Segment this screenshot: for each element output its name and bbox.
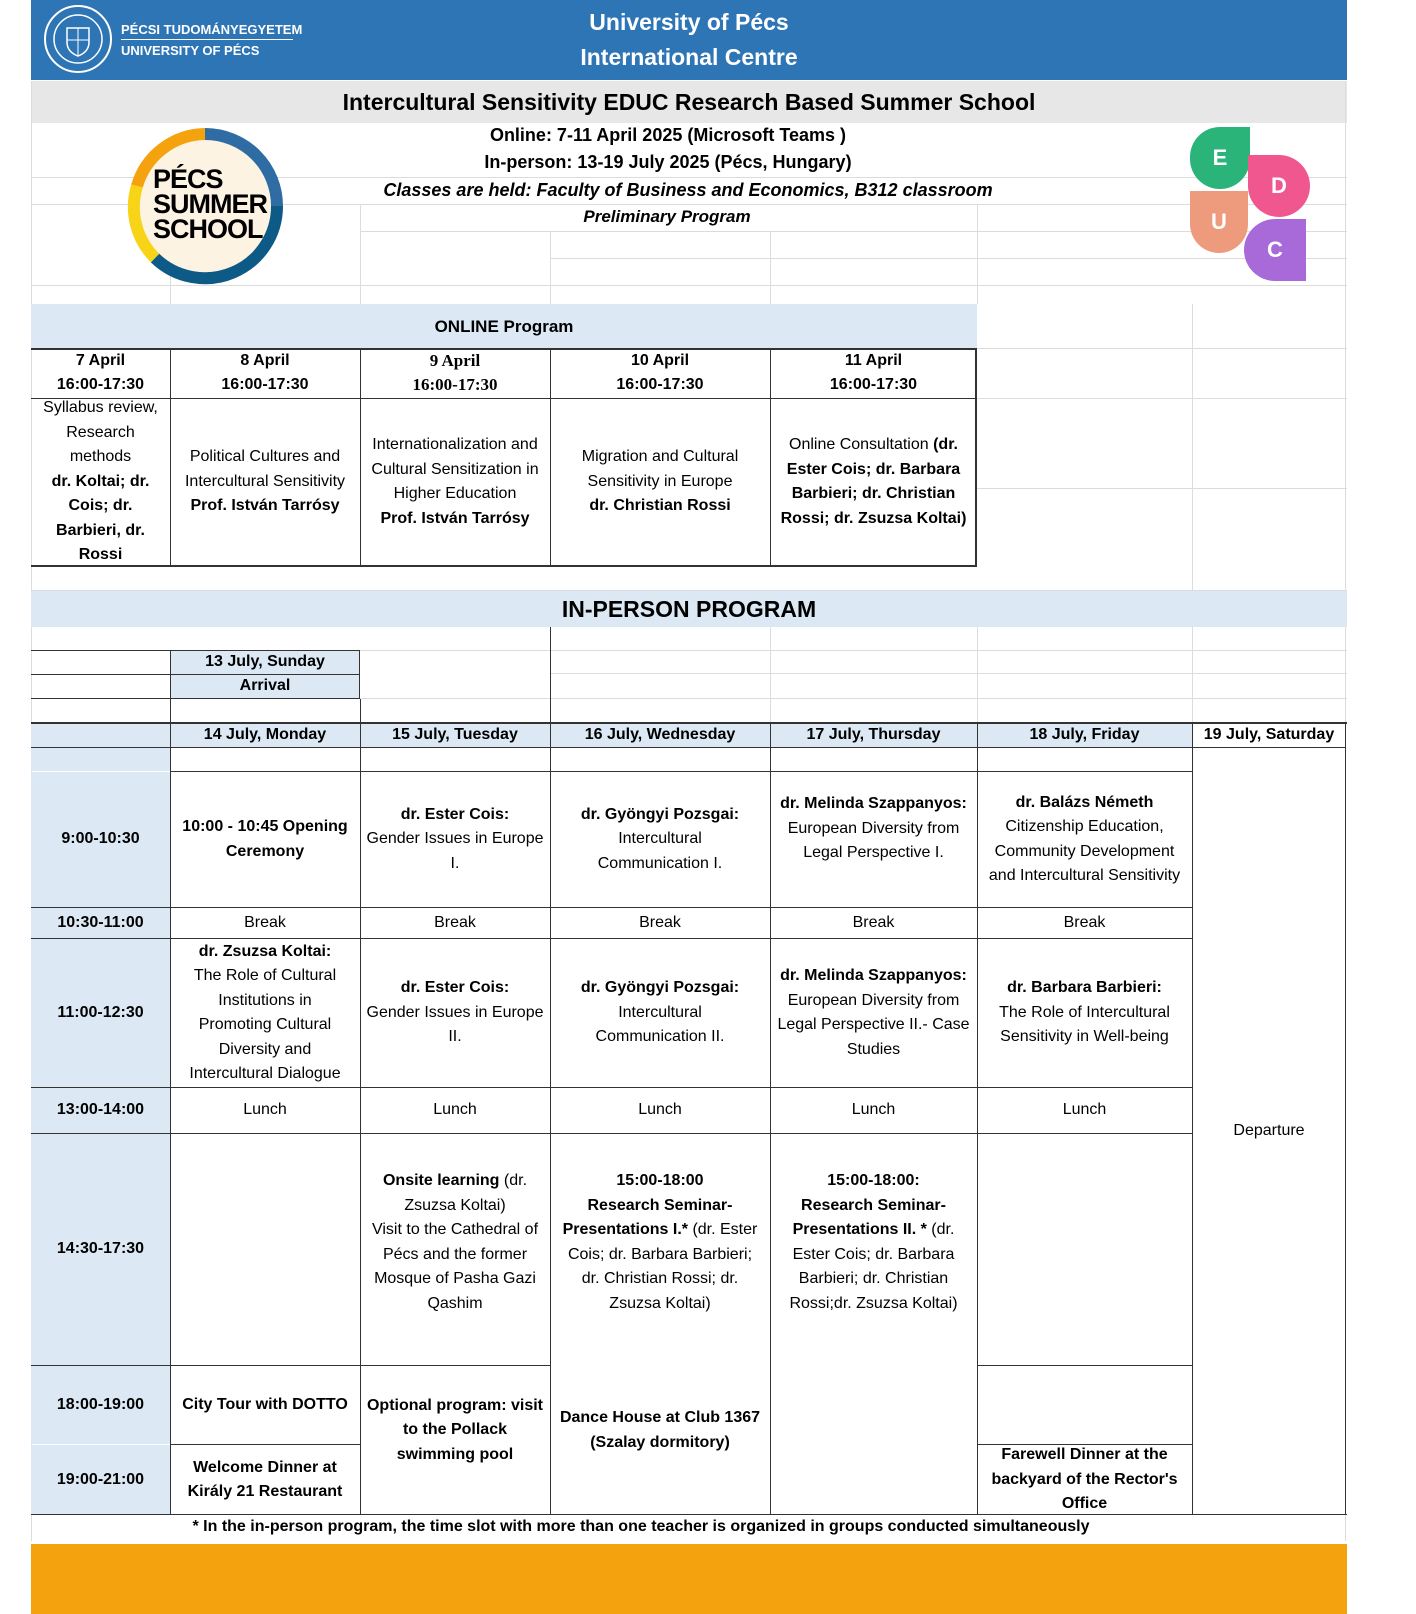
fri-session-2 xyxy=(977,939,1192,1087)
wed-seminar-lead-open: (dr. Ester xyxy=(688,1221,758,1238)
time-spacer xyxy=(31,748,170,771)
footnote: * In the in-person program, the time slot with more than one teacher is organized in groups conducted simultaneously xyxy=(192,1518,1090,1535)
online-day-3-time: 16:00-17:30 xyxy=(412,375,498,394)
fri-session-1 xyxy=(977,772,1192,907)
online-day-5-session xyxy=(770,398,977,566)
mon-lunch: Lunch xyxy=(243,1101,287,1119)
wed-session-1 xyxy=(550,772,770,907)
online-day-4-header xyxy=(550,348,770,398)
educ-logo xyxy=(1188,127,1308,287)
online-day-2-teacher: Prof. István Tarrósy xyxy=(190,497,340,515)
mon-opening-ceremony: 10:00 - 10:45 Opening Ceremony xyxy=(182,818,348,860)
online-day-2-session xyxy=(170,398,360,566)
program-title: Intercultural Sensitivity EDUC Research Based Summer School xyxy=(31,81,1347,123)
online-heading: ONLINE Program xyxy=(31,304,977,348)
wed-s2-topic: Intercultural Communication II. xyxy=(595,1003,725,1046)
online-day-2-header xyxy=(170,348,360,398)
tue-onsite-lead-open: (dr. xyxy=(499,1172,528,1189)
mon-s2-teacher: dr. Zsuzsa Koltai: xyxy=(198,942,332,960)
online-day-1-desc: Syllabus review, Research methods xyxy=(43,399,158,466)
fri-s2-teacher: dr. Barbara Barbieri: xyxy=(1007,979,1162,997)
tue-swimming-pool: Optional program: visit to the Pollack swimming pool xyxy=(366,1396,543,1463)
info-inperson: In-person: 13-19 July 2025 (Pécs, Hungary) xyxy=(484,152,852,172)
tue-s2-topic: Gender Issues in Europe II. xyxy=(366,1003,544,1046)
time-slot-4: 13:00-14:00 xyxy=(31,1088,170,1133)
tue-session-2 xyxy=(360,939,550,1087)
online-day-1-time: 16:00-17:30 xyxy=(56,376,145,393)
tue-s2-teacher: dr. Ester Cois: xyxy=(400,979,510,997)
thu-s2-topic: European Diversity from Legal Perspective II.- Case Studies xyxy=(777,991,970,1058)
online-day-5-header xyxy=(770,348,977,398)
mon-s2-topic: The Role of Cultural Institutions in Promoting Cultural Diversity and Intercultural Dialogue xyxy=(189,967,341,1082)
thu-s1-topic: European Diversity from Legal Perspective I. xyxy=(787,819,960,861)
online-day-1-date: 7 April xyxy=(75,351,126,369)
educ-d: D xyxy=(1248,155,1310,217)
tue-s1-topic: Gender Issues in Europe I. xyxy=(366,830,544,872)
thu-seminar-lead-open: (dr. xyxy=(926,1221,955,1238)
online-day-2-date: 8 April xyxy=(240,351,290,369)
header-title-2: International Centre xyxy=(580,44,798,70)
online-day-1-header xyxy=(31,348,170,398)
wed-seminar-time: 15:00-18:00 xyxy=(616,1172,704,1189)
wed-seminar-title: Research Seminar- Presentations I.* xyxy=(562,1196,733,1238)
mon-session-2 xyxy=(170,939,360,1087)
info-online: Online: 7-11 April 2025 (Microsoft Teams ) xyxy=(489,125,847,145)
mon-welcome-dinner: Welcome Dinner at Király 21 Restaurant xyxy=(187,1458,343,1500)
arrival: Arrival xyxy=(170,675,360,698)
wed-research-seminar xyxy=(550,1134,770,1365)
tue-onsite-desc: Zsuzsa Koltai) Visit to the Cathedral of Pécs and the former Mosque of Pasha Gazi Qashim xyxy=(371,1196,539,1312)
time-slot-1: 9:00-10:30 xyxy=(31,772,170,907)
university-seal-icon xyxy=(43,4,113,74)
online-day-3-session xyxy=(360,398,550,566)
time-slot-7: 19:00-21:00 xyxy=(31,1445,170,1515)
educ-e: E xyxy=(1190,127,1250,189)
day-header-mon: 14 July, Monday xyxy=(170,723,360,747)
summer-logo-pecs: PÉCS xyxy=(153,164,223,194)
mon-break: Break xyxy=(244,913,286,931)
online-day-3-date: 9 April xyxy=(429,350,481,370)
thu-lunch: Lunch xyxy=(851,1101,896,1119)
time-slot-3: 11:00-12:30 xyxy=(31,939,170,1087)
tue-break: Break xyxy=(434,913,476,931)
wed-break: Break xyxy=(639,913,681,931)
day-header-sat: 19 July, Saturday xyxy=(1203,725,1335,743)
info-preliminary: Preliminary Program xyxy=(583,207,751,226)
day-header-tue: 15 July, Tuesday xyxy=(360,723,550,747)
wed-s1-topic: Intercultural Communication I. xyxy=(597,830,723,872)
summer-logo-summer: SUMMER xyxy=(153,189,267,219)
day-header-fri: 18 July, Friday xyxy=(977,723,1192,747)
fri-s1-topic: Citizenship Education, Community Development and Intercultural Sensitivity xyxy=(988,818,1181,884)
thu-s2-teacher: dr. Melinda Szappanyos: xyxy=(780,967,967,984)
online-day-4-date: 10 April xyxy=(630,351,690,369)
online-day-1-teacher: dr. Koltai; dr. Cois; dr. Barbieri, dr. Rossi xyxy=(51,472,150,564)
thu-session-2 xyxy=(770,939,977,1087)
online-day-4-desc: Migration and Cultural Sensitivity in Europe xyxy=(581,448,739,490)
day-header-wed: 16 July, Wednesday xyxy=(550,723,770,747)
tue-session-1 xyxy=(360,772,550,907)
info-classes: Classes are held: Faculty of Business and Economics, B312 classroom xyxy=(383,180,993,200)
educ-c: C xyxy=(1244,219,1306,281)
logo-divider xyxy=(121,39,293,40)
mon-city-tour: City Tour with DOTTO xyxy=(182,1395,348,1413)
summer-school-logo xyxy=(125,126,285,286)
thu-s1-teacher: dr. Melinda Szappanyos: xyxy=(780,795,967,812)
day-header-thu: 17 July, Thursday xyxy=(770,723,977,747)
tue-onsite-title: Onsite learning xyxy=(382,1172,500,1189)
sat-departure: Departure xyxy=(1233,1122,1305,1140)
summer-logo-school: SCHOOL xyxy=(153,214,263,244)
fri-lunch: Lunch xyxy=(1062,1101,1107,1119)
fri-break: Break xyxy=(1063,913,1106,931)
time-slot-2: 10:30-11:00 xyxy=(31,908,170,938)
online-day-3-header xyxy=(360,348,550,398)
logo-text-line2: UNIVERSITY OF PÉCS xyxy=(121,43,260,58)
online-day-2-desc: Political Cultures and Intercultural Sensitivity xyxy=(184,448,346,490)
day-header-time-corner xyxy=(31,723,170,747)
wed-s1-teacher: dr. Gyöngyi Pozsgai: xyxy=(580,805,740,823)
thu-seminar-title-2: Presentations II. * xyxy=(792,1221,927,1238)
online-day-5-time: 16:00-17:30 xyxy=(829,376,918,393)
thu-seminar-time: 15:00-18:00: xyxy=(827,1172,920,1189)
footer-bar xyxy=(31,1544,1347,1614)
online-day-5-date: 11 April xyxy=(844,351,903,369)
online-day-2-time: 16:00-17:30 xyxy=(221,376,309,393)
wed-s2-teacher: dr. Gyöngyi Pozsgai: xyxy=(580,979,740,997)
fri-s2-topic: The Role of Intercultural Sensitivity in Well-being xyxy=(999,1003,1170,1046)
thu-seminar-title-1: Research Seminar- xyxy=(801,1196,946,1214)
inperson-heading: IN-PERSON PROGRAM xyxy=(31,591,1347,627)
logo-text-line1: PÉCSI TUDOMÁNYEGYETEM xyxy=(121,22,303,37)
tue-s1-teacher: dr. Ester Cois: xyxy=(400,805,510,823)
online-day-5-teacher: (dr. Ester Cois; dr. Barbara Barbieri; dr. Christian Rossi; dr. Zsuzsa Koltai) xyxy=(780,436,967,527)
online-day-3-teacher: Prof. István Tarrósy xyxy=(380,509,530,527)
time-slot-5: 14:30-17:30 xyxy=(31,1134,170,1365)
online-day-1-session xyxy=(31,398,170,566)
online-day-3-desc: Internationalization and Cultural Sensitization in Higher Education xyxy=(371,436,539,502)
wed-session-2 xyxy=(550,939,770,1087)
online-day-4-teacher: dr. Christian Rossi xyxy=(589,497,731,515)
fri-farewell-dinner: Farewell Dinner at the backyard of the Rector's Office xyxy=(991,1446,1178,1513)
thu-session-1 xyxy=(770,772,977,907)
educ-u: U xyxy=(1190,191,1248,253)
header-bar xyxy=(31,0,1347,80)
header-title-1: University of Pécs xyxy=(589,9,789,35)
wed-seminar-teachers: Cois; dr. Barbara Barbieri; dr. Christian Rossi; dr. Zsuzsa Koltai) xyxy=(567,1245,753,1312)
thu-research-seminar xyxy=(770,1134,977,1365)
thu-break: Break xyxy=(852,913,895,931)
sunday-date: 13 July, Sunday xyxy=(170,651,360,674)
online-day-5-desc: Online Consultation xyxy=(789,436,934,453)
thu-seminar-teachers: Ester Cois; dr. Barbara Barbieri; dr. Christian Rossi;dr. Zsuzsa Koltai) xyxy=(789,1245,958,1312)
time-slot-6: 18:00-19:00 xyxy=(31,1366,170,1444)
wed-dance-house: Dance House at Club 1367 (Szalay dormitory) xyxy=(559,1409,761,1451)
tue-onsite-learning xyxy=(360,1134,550,1365)
online-day-4-session xyxy=(550,398,770,566)
online-day-4-time: 16:00-17:30 xyxy=(616,376,704,393)
tue-lunch: Lunch xyxy=(433,1101,477,1119)
wed-lunch: Lunch xyxy=(638,1101,682,1119)
fri-s1-teacher: dr. Balázs Németh xyxy=(1015,793,1154,811)
